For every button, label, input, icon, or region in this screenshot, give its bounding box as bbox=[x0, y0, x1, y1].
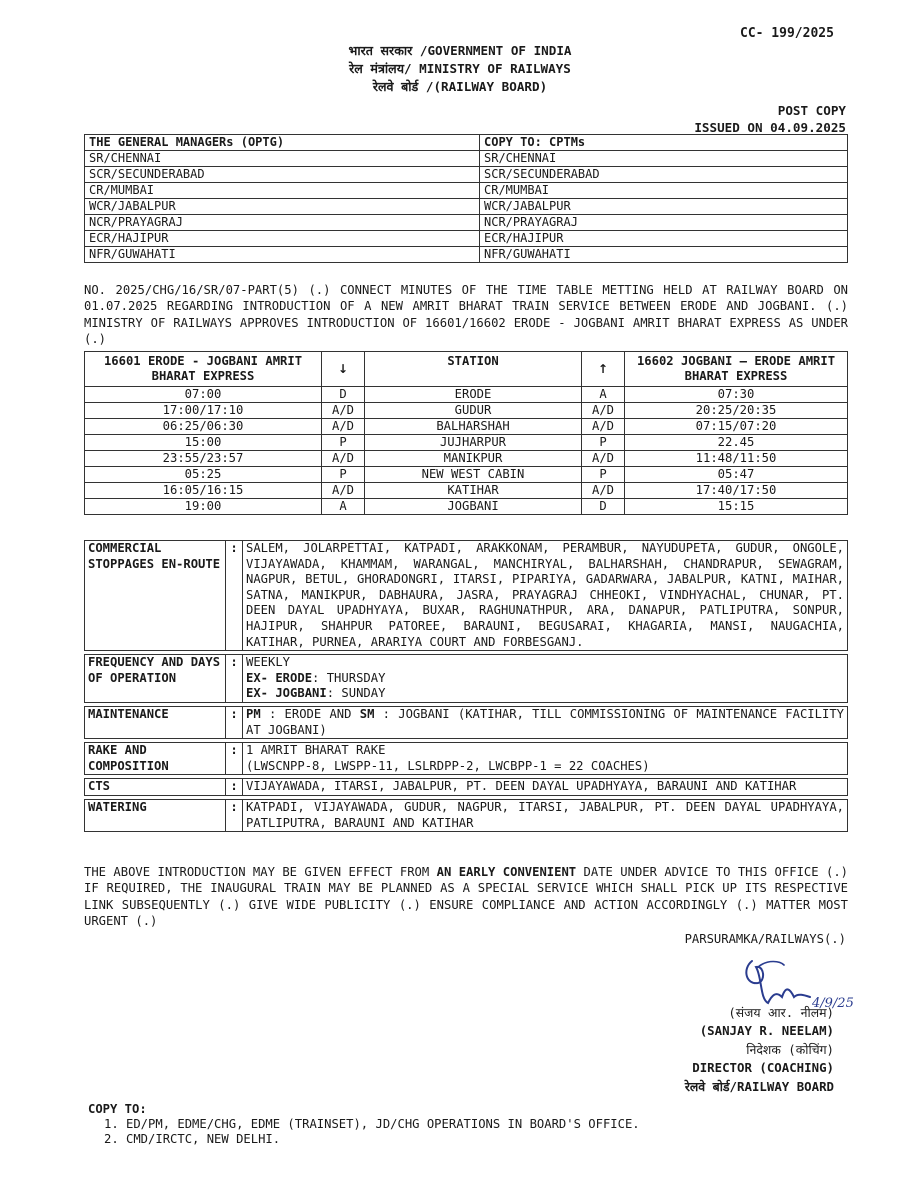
up-train-header: 16602 JOGBANI – ERODE AMRIT BHARAT EXPRESS bbox=[625, 352, 848, 387]
maintenance-label: MAINTENANCE bbox=[85, 706, 226, 738]
ex-jogbani-label: EX- JOGBANI bbox=[246, 686, 327, 701]
signatory-office: रेलवे बोर्ड/RAILWAY BOARD bbox=[684, 1078, 834, 1094]
closing-text-end: DATE UNDER ADVICE TO THIS OFFICE (.) IF REQUIRED, THE INAUGURAL TRAIN MAY BE PLANNED AS A SPECIAL SERVICE WHICH SHALL PICK UP ITS RESPECTIVE LINK SUBSEQUENTLY (.) GIVE WIDE PUBLICITY (.) ENSURE COMPLIANCE AND ACTION ACCORDINGLY (.) MATTER MOST URGENT (.) bbox=[84, 865, 848, 929]
up-code: A/D bbox=[582, 419, 625, 435]
closing-paragraph bbox=[84, 864, 848, 930]
down-time: 16:05/16:15 bbox=[85, 483, 322, 499]
letterhead-line-1: भारत सरकार /GOVERNMENT OF INDIA bbox=[348, 43, 572, 58]
timetable-row bbox=[85, 435, 848, 451]
addressee-cptm: SCR/SECUNDERABAD bbox=[480, 167, 848, 183]
rake-line-1: 1 AMRIT BHARAT RAKE bbox=[246, 743, 386, 758]
station-name: MANIKPUR bbox=[365, 451, 582, 467]
down-time: 06:25/06:30 bbox=[85, 419, 322, 435]
signature-block bbox=[685, 1004, 834, 1096]
addressee-row bbox=[85, 167, 848, 183]
down-code: A bbox=[322, 499, 365, 515]
timetable-row bbox=[85, 419, 848, 435]
timetable-row bbox=[85, 483, 848, 499]
station-name: NEW WEST CABIN bbox=[365, 467, 582, 483]
down-code: A/D bbox=[322, 403, 365, 419]
addressee-gm: NCR/PRAYAGRAJ bbox=[85, 215, 480, 231]
cts-row bbox=[85, 779, 848, 796]
station-name: BALHARSHAH bbox=[365, 419, 582, 435]
addressee-cptm: ECR/HAJIPUR bbox=[480, 231, 848, 247]
watering-colon: : bbox=[226, 799, 243, 831]
timetable-row bbox=[85, 499, 848, 515]
down-code: A/D bbox=[322, 483, 365, 499]
maintenance-colon: : bbox=[226, 706, 243, 738]
up-code: A/D bbox=[582, 483, 625, 499]
up-code: D bbox=[582, 499, 625, 515]
telegraphic-address: PARSURAMKA/RAILWAYS(.) bbox=[684, 932, 846, 946]
letterhead-line-3: रेलवे बोर्ड /(RAILWAY BOARD) bbox=[372, 79, 548, 94]
signatory-name: (SANJAY R. NEELAM) bbox=[699, 1023, 834, 1039]
ex-erode-day: : THURSDAY bbox=[312, 670, 386, 685]
signatory-designation-hindi: निदेशक (कोचिंग) bbox=[746, 1041, 834, 1057]
up-code: A/D bbox=[582, 451, 625, 467]
up-code: P bbox=[582, 467, 625, 483]
rake-colon: : bbox=[226, 743, 243, 775]
secondary-maintenance-text: : JOGBANI (KATIHAR, TILL COMMISSIONING OF MAINTENANCE FACILITY AT JOGBANI) bbox=[246, 706, 844, 737]
intro-paragraph: NO. 2025/CHG/16/SR/07-PART(5) (.) CONNECT MINUTES OF THE TIME TABLE METTING HELD AT RAILWAY BOARD ON 01.07.2025 REGARDING INTRODUCTION OF A NEW AMRIT BHARAT TRAIN SERVICE BETWEEN ERODE AND JOGBANI. (.) MINISTRY OF RAILWAYS APPROVES INTRODUCTION OF 16601/16602 ERODE - JOGBANI AMRIT BHARAT EXPRESS AS UNDER (.) bbox=[84, 283, 848, 347]
frequency-value bbox=[243, 655, 848, 703]
station-header: STATION bbox=[365, 352, 582, 387]
station-name: KATIHAR bbox=[365, 483, 582, 499]
cts-colon: : bbox=[226, 779, 243, 796]
maintenance-value bbox=[243, 706, 848, 738]
frequency-colon: : bbox=[226, 655, 243, 703]
post-copy-label: POST COPY bbox=[777, 103, 846, 118]
timetable-header-row bbox=[85, 352, 848, 387]
watering-value: KATPADI, VIJAYAWADA, GUDUR, NAGPUR, ITARSI, JABALPUR, PT. DEEN DAYAL UPADHYAYA, PATLIPUTRA, BARAUNI AND KATIHAR bbox=[243, 799, 848, 831]
signatory-designation: DIRECTOR (COACHING) bbox=[692, 1060, 834, 1076]
stoppages-value: SALEM, JOLARPETTAI, KATPADI, ARAKKONAM, PERAMBUR, NAYUDUPETA, GUDUR, ONGOLE, VIJAYAWADA, KHAMMAM, WARANGAL, MANCHIRYAL, BALHARSHAH, CHANDRAPUR, SEWAGRAM, NAGPUR, BETUL, GHORADONGRI, ITARSI, PIPARIYA, GADARWARA, JABALPUR, KATNI, MAIHAR, SATNA, MANIKPUR, DABHAURA, JASRA, PRAYAGRAJ CHHEOKI, VINDHYACHAL, CHUNAR, PT. DEEN DAYAL UPADHYAYA, BUXAR, RAGHUNATHPUR, ARA, DANAPUR, PATLIPUTRA, SONPUR, HAJIPUR, SHAHPUR PATOREE, BARAUNI, BEGUSARAI, KHAGARIA, MANSI, NAUGACHIA, KATIHAR, PURNEA, ARARIYA COURT AND FORBESGANJ. bbox=[243, 541, 848, 651]
addressee-cptm: CR/MUMBAI bbox=[480, 183, 848, 199]
down-code: A/D bbox=[322, 419, 365, 435]
service-details-table bbox=[84, 540, 848, 832]
up-time: 22.45 bbox=[625, 435, 848, 451]
post-copy-block bbox=[694, 102, 846, 136]
addressee-gm: SCR/SECUNDERABAD bbox=[85, 167, 480, 183]
up-time: 07:15/07:20 bbox=[625, 419, 848, 435]
addressee-row bbox=[85, 151, 848, 167]
addressee-gm: ECR/HAJIPUR bbox=[85, 231, 480, 247]
signatory-name-hindi: (संजय आर. नीलम) bbox=[728, 1005, 834, 1020]
addressee-gm: SR/CHENNAI bbox=[85, 151, 480, 167]
down-time: 05:25 bbox=[85, 467, 322, 483]
up-code: A bbox=[582, 387, 625, 403]
timetable-row bbox=[85, 403, 848, 419]
up-time: 15:15 bbox=[625, 499, 848, 515]
up-time: 20:25/20:35 bbox=[625, 403, 848, 419]
station-name: GUDUR bbox=[365, 403, 582, 419]
down-code: P bbox=[322, 467, 365, 483]
down-code: A/D bbox=[322, 451, 365, 467]
down-time: 07:00 bbox=[85, 387, 322, 403]
up-arrow-icon: ↑ bbox=[582, 352, 625, 387]
watering-row bbox=[85, 799, 848, 831]
primary-maintenance-text: : ERODE AND bbox=[260, 706, 360, 721]
up-time: 05:47 bbox=[625, 467, 848, 483]
frequency-row bbox=[85, 655, 848, 703]
down-time: 23:55/23:57 bbox=[85, 451, 322, 467]
addressee-cptm: NCR/PRAYAGRAJ bbox=[480, 215, 848, 231]
stoppages-row bbox=[85, 541, 848, 651]
up-time: 17:40/17:50 bbox=[625, 483, 848, 499]
down-arrow-icon: ↓ bbox=[322, 352, 365, 387]
timetable-row bbox=[85, 387, 848, 403]
watering-label: WATERING bbox=[85, 799, 226, 831]
addressee-row bbox=[85, 231, 848, 247]
copy-to-cptms-header: COPY TO: CPTMs bbox=[480, 135, 848, 151]
maintenance-row bbox=[85, 706, 848, 738]
frequency-label: FREQUENCY AND DAYS OF OPERATION bbox=[85, 655, 226, 703]
timetable-row bbox=[85, 451, 848, 467]
addressee-row bbox=[85, 247, 848, 263]
addressee-row bbox=[85, 215, 848, 231]
down-time: 19:00 bbox=[85, 499, 322, 515]
up-code: P bbox=[582, 435, 625, 451]
addressee-row bbox=[85, 199, 848, 215]
up-time: 07:30 bbox=[625, 387, 848, 403]
document-reference: CC- 199/2025 bbox=[740, 26, 834, 41]
rake-label: RAKE AND COMPOSITION bbox=[85, 743, 226, 775]
issued-date: ISSUED ON 04.09.2025 bbox=[694, 120, 846, 135]
copy-to-item: 1. ED/PM, EDME/CHG, EDME (TRAINSET), JD/CHG OPERATIONS IN BOARD'S OFFICE. bbox=[104, 1117, 640, 1132]
up-code: A/D bbox=[582, 403, 625, 419]
down-code: P bbox=[322, 435, 365, 451]
primary-maintenance-label: PM bbox=[246, 706, 261, 721]
down-train-header: 16601 ERODE - JOGBANI AMRIT BHARAT EXPRESS bbox=[85, 352, 322, 387]
ex-erode-label: EX- ERODE bbox=[246, 670, 313, 685]
addressee-gm: CR/MUMBAI bbox=[85, 183, 480, 199]
addressee-cptm: WCR/JABALPUR bbox=[480, 199, 848, 215]
rake-value bbox=[243, 743, 848, 775]
addressee-cptm: NFR/GUWAHATI bbox=[480, 247, 848, 263]
general-managers-header: THE GENERAL MANAGERs (OPTG) bbox=[85, 135, 480, 151]
rake-line-2: (LWSCNPP-8, LWSPP-11, LSLRDPP-2, LWCBPP-1 = 22 COACHES) bbox=[246, 758, 650, 773]
station-name: JOGBANI bbox=[365, 499, 582, 515]
copy-to-section bbox=[88, 1102, 640, 1148]
letterhead bbox=[0, 42, 920, 96]
handwritten-date: 4/9/25 bbox=[812, 996, 854, 1011]
down-code: D bbox=[322, 387, 365, 403]
copy-to-heading: COPY TO: bbox=[88, 1102, 147, 1116]
station-name: JUJHARPUR bbox=[365, 435, 582, 451]
up-time: 11:48/11:50 bbox=[625, 451, 848, 467]
addressee-gm: WCR/JABALPUR bbox=[85, 199, 480, 215]
down-time: 15:00 bbox=[85, 435, 322, 451]
frequency-weekly: WEEKLY bbox=[246, 655, 291, 670]
down-time: 17:00/17:10 bbox=[85, 403, 322, 419]
stoppages-colon: : bbox=[226, 541, 243, 651]
addressee-row bbox=[85, 183, 848, 199]
rake-row bbox=[85, 743, 848, 775]
closing-text-start: THE ABOVE INTRODUCTION MAY BE GIVEN EFFECT FROM bbox=[84, 865, 437, 879]
timetable-row bbox=[85, 467, 848, 483]
ex-jogbani-day: : SUNDAY bbox=[326, 686, 386, 701]
cts-value: VIJAYAWADA, ITARSI, JABALPUR, PT. DEEN DAYAL UPADHYAYA, BARAUNI AND KATIHAR bbox=[243, 779, 848, 796]
addressee-gm: NFR/GUWAHATI bbox=[85, 247, 480, 263]
addressee-cptm: SR/CHENNAI bbox=[480, 151, 848, 167]
stoppages-label: COMMERCIAL STOPPAGES EN-ROUTE bbox=[85, 541, 226, 651]
copy-to-item: 2. CMD/IRCTC, NEW DELHI. bbox=[104, 1132, 281, 1147]
cts-label: CTS bbox=[85, 779, 226, 796]
station-name: ERODE bbox=[365, 387, 582, 403]
addressee-table bbox=[84, 134, 848, 263]
timetable bbox=[84, 351, 848, 515]
secondary-maintenance-label: SM bbox=[359, 706, 375, 721]
closing-text-emphasis: AN EARLY CONVENIENT bbox=[436, 865, 577, 879]
letterhead-line-2: रेल मंत्रांलय/ MINISTRY OF RAILWAYS bbox=[349, 61, 571, 76]
addressee-header-row bbox=[85, 135, 848, 151]
